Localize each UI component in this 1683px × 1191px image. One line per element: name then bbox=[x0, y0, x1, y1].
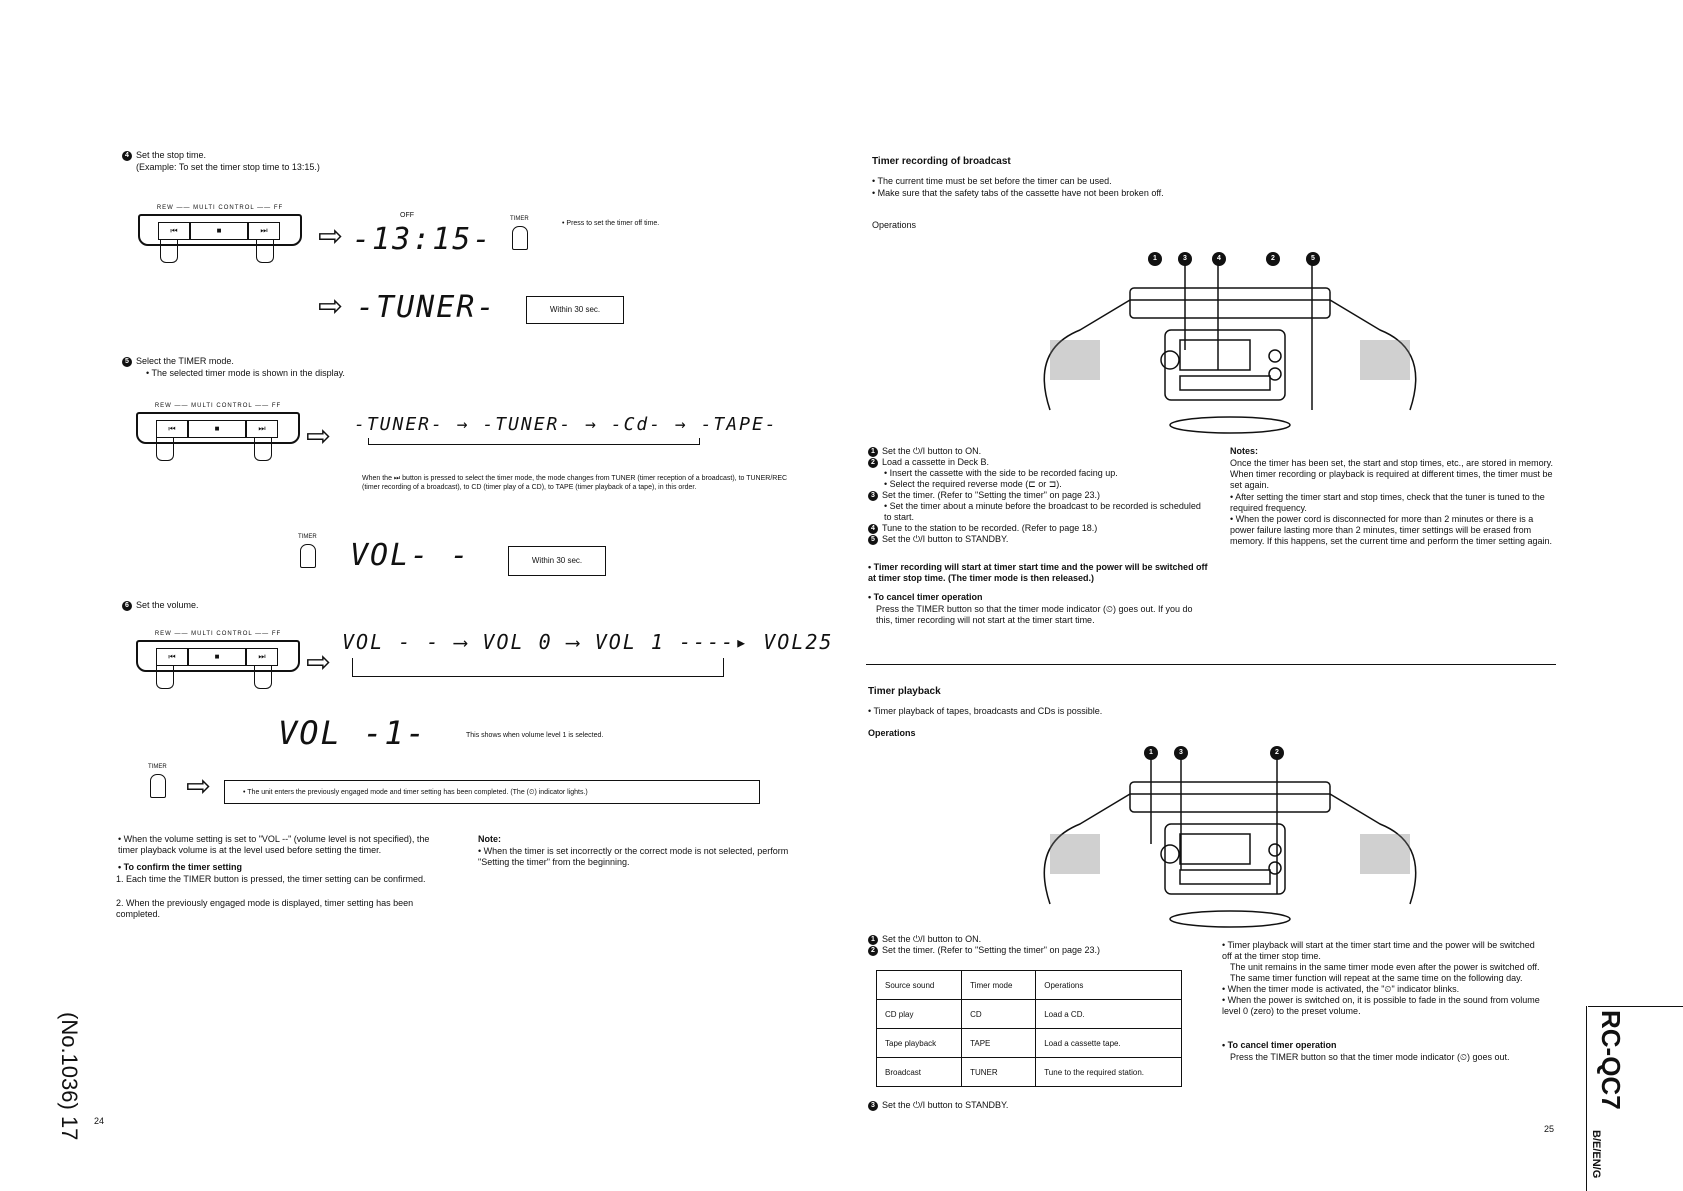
table-cell: CD play bbox=[877, 1000, 962, 1029]
volume-return-line bbox=[352, 658, 724, 677]
stop-button[interactable]: ■ bbox=[188, 648, 246, 666]
model-suffix: B/E/EN/G bbox=[1590, 1130, 1602, 1179]
step2-sub-2: • Select the required reverse mode (⊏ or ⊐). bbox=[884, 479, 1062, 489]
ff-button[interactable]: ⏭ bbox=[248, 222, 280, 240]
step5-standby: Set the ⏻/I button to STANDBY. bbox=[882, 534, 1009, 544]
table-row bbox=[877, 1000, 1182, 1029]
within-30-sec-box: Within 30 sec. bbox=[508, 546, 606, 576]
play-step1: Set the ⏻/I button to ON. bbox=[882, 934, 982, 944]
steps-1: 1 Set the ⏻/I button to ON. 2 Load a cassette in Deck B. • Insert the cassette with the side to be recorded facing up. • Select the required reverse mode (⊏ or ⊐). 3 Set the timer. (Refer to "Setting the timer" on page 23.) • Set the timer about a minute before the broadcast to be recorded is scheduled to start. 4 Tune to the station to be recorded. (Refer to page 18.) 5 Set the ⏻/I button to STANDBY. bbox=[868, 446, 1208, 545]
display-vol: VOL- - bbox=[350, 538, 471, 573]
play-step3-text: Set the ⏻/I button to STANDBY. bbox=[882, 1100, 1009, 1110]
mode-return-line bbox=[368, 438, 700, 445]
rec-bullet-1: • The current time must be set before the timer can be used. bbox=[872, 176, 1112, 186]
finger-icon bbox=[156, 666, 174, 689]
step3-timer: Set the timer. (Refer to "Setting the timer" on page 23.) bbox=[882, 490, 1100, 500]
rec-title: Timer recording of broadcast bbox=[872, 156, 1011, 167]
step4-tune: Tune to the station to be recorded. (Refer to page 18.) bbox=[882, 523, 1098, 533]
table-cell: Tune to the required station. bbox=[1036, 1058, 1182, 1087]
timer-button-icon[interactable] bbox=[150, 774, 166, 798]
table-cell: CD bbox=[962, 1000, 1036, 1029]
table-cell: Load a cassette tape. bbox=[1036, 1029, 1182, 1058]
play-note-4: • When the power is switched on, it is possible to fade in the sound from volume level 0 (zero) to the preset volume. bbox=[1222, 995, 1540, 1016]
timer-mode-table bbox=[876, 970, 1182, 1087]
display-vol1: VOL -1- bbox=[278, 714, 427, 752]
model-divider bbox=[1586, 1006, 1587, 1191]
step2-sub-1: • Insert the cassette with the side to be recorded facing up. bbox=[884, 468, 1118, 478]
steps-2: 1 Set the ⏻/I button to ON. 2 Set the timer. (Refer to "Setting the timer" on page 23.) bbox=[868, 934, 1100, 956]
ff-button[interactable]: ⏭ bbox=[246, 648, 278, 666]
notes-bullet-1: • After setting the timer start and stop times, check that the tuner is tuned to the required frequency. bbox=[1230, 492, 1545, 513]
finger-icon bbox=[256, 240, 274, 263]
confirm-1: 1. Each time the TIMER button is pressed, the timer setting can be confirmed. bbox=[116, 874, 426, 884]
rew-button[interactable]: ⏮ bbox=[156, 648, 188, 666]
ff-button[interactable]: ⏭ bbox=[246, 420, 278, 438]
rec-bullet-2: • Make sure that the safety tabs of the cassette have not been broken off. bbox=[872, 188, 1164, 198]
page-number-right: 25 bbox=[1544, 1124, 1555, 1134]
operations-label-2: Operations bbox=[868, 728, 916, 738]
confirm-2: 2. When the previously engaged mode is displayed, timer setting has been completed. bbox=[116, 898, 414, 919]
finger-icon bbox=[160, 240, 178, 263]
callout-marker: 1 bbox=[1144, 746, 1158, 760]
timer-button-icon[interactable] bbox=[512, 226, 528, 250]
vol-bullet: • When the volume setting is set to "VOL --" (volume level is not specified), the timer playback volume is at the level used before setting the timer. bbox=[118, 834, 430, 855]
finger-icon bbox=[254, 438, 272, 461]
within-30-sec-box: Within 30 sec. bbox=[526, 296, 624, 324]
step5-sub: • The selected timer mode is shown in the display. bbox=[146, 368, 345, 378]
callout-marker: 2 bbox=[1270, 746, 1284, 760]
table-cell: Tape playback bbox=[877, 1029, 962, 1058]
cancel1-title: • To cancel timer operation bbox=[868, 592, 983, 602]
play-bullet-1: • Timer playback of tapes, broadcasts and CDs is possible. bbox=[868, 706, 1103, 716]
model-name: RC-QC7 bbox=[1596, 1010, 1626, 1110]
table-header: Source sound bbox=[877, 971, 962, 1000]
callout-marker: 3 bbox=[1178, 252, 1192, 266]
vol1-note: This shows when volume level 1 is selected. bbox=[466, 732, 604, 739]
step6-heading: 6 Set the volume. bbox=[122, 600, 199, 611]
step1-on: Set the ⏻/I button to ON. bbox=[882, 446, 982, 456]
rew-button[interactable]: ⏮ bbox=[158, 222, 190, 240]
right-arrow-icon: ⇨ bbox=[318, 219, 344, 254]
right-arrow-icon: ⇨ bbox=[306, 419, 332, 454]
rec-start-note: • Timer recording will start at timer start time and the power will be switched off at timer stop time. (The timer mode is then released.) bbox=[868, 562, 1208, 583]
timer-label: TIMER bbox=[510, 216, 529, 222]
display-tuner: -TUNER- bbox=[356, 290, 497, 325]
multi-control-label: REW —— MULTI CONTROL —— FF bbox=[156, 205, 284, 211]
boombox-illustration-2 bbox=[1020, 754, 1440, 929]
step2-load: Load a cassette in Deck B. bbox=[882, 457, 990, 467]
stop-button[interactable]: ■ bbox=[190, 222, 248, 240]
display-time: -13:15- bbox=[352, 222, 493, 257]
timer-button-icon[interactable] bbox=[300, 544, 316, 568]
play-note-2: The unit remains in the same timer mode even after the power is switched off. The same timer function will repeat at the same time on the following day. bbox=[1230, 962, 1540, 983]
multi-control-label: REW —— MULTI CONTROL —— FF bbox=[154, 631, 282, 637]
cancel1-text: Press the TIMER button so that the timer mode indicator (⏲) goes out. If you do this, timer recording will not start at the timer start time. bbox=[876, 604, 1193, 625]
table-header-row bbox=[877, 971, 1182, 1000]
callout-marker: 2 bbox=[1266, 252, 1280, 266]
table-header: Operations bbox=[1036, 971, 1182, 1000]
operations-label-1: Operations bbox=[872, 220, 917, 230]
table-cell: Broadcast bbox=[877, 1058, 962, 1087]
step3-sub: • Set the timer about a minute before the broadcast to be recorded is scheduled to start. bbox=[884, 501, 1201, 522]
press-note: • Press to set the timer off time. bbox=[562, 220, 660, 227]
callout-marker: 3 bbox=[1174, 746, 1188, 760]
notes-bullet-2: • When the power cord is disconnected for more than 2 minutes or there is a power failure lasting more than 2 minutes, timer settings will be erased from memory. If this happens, set the current time and perform the timer setting again. bbox=[1230, 514, 1552, 546]
stop-button[interactable]: ■ bbox=[188, 420, 246, 438]
note-title: Note: bbox=[478, 834, 501, 844]
confirm-title: • To confirm the timer setting bbox=[118, 862, 242, 872]
right-arrow-icon: ⇨ bbox=[306, 645, 332, 680]
multi-control-label: REW —— MULTI CONTROL —— FF bbox=[154, 403, 282, 409]
notes-text: Once the timer has been set, the start and stop times, etc., are stored in memory. When timer recording or playback is required at different times, the timer must be set again. bbox=[1230, 458, 1553, 490]
cancel2-text: Press the TIMER button so that the timer mode indicator (⏲) goes out. bbox=[1230, 1052, 1510, 1062]
timer-label: TIMER bbox=[298, 534, 317, 540]
play-note-3: • When the timer mode is activated, the "⏲" indicator blinks. bbox=[1222, 984, 1460, 994]
cancel2-title: • To cancel timer operation bbox=[1222, 1040, 1337, 1050]
note-text: • When the timer is set incorrectly or the correct mode is not selected, perform "Setting the timer" from the beginning. bbox=[478, 846, 789, 867]
play-step2: Set the timer. (Refer to "Setting the timer" on page 23.) bbox=[882, 945, 1100, 955]
finger-icon bbox=[254, 666, 272, 689]
table-row bbox=[877, 1058, 1182, 1087]
callout-marker: 5 bbox=[1306, 252, 1320, 266]
callout-marker: 4 bbox=[1212, 252, 1226, 266]
table-cell: TAPE bbox=[962, 1029, 1036, 1058]
page-number-left: 24 bbox=[94, 1116, 105, 1126]
section-divider bbox=[866, 664, 1556, 665]
table-row bbox=[877, 1029, 1182, 1058]
notes-title: Notes: bbox=[1230, 446, 1259, 456]
play-step3: 3 Set the ⏻/I button to STANDBY. bbox=[868, 1100, 1008, 1111]
mode-note: When the ⏭ button is pressed to select the timer mode, the mode changes from TUNER (timer reception of a broadcast), to TUNER/REC (timer recording of a broadcast), to CD (timer play of a CD), to TAPE (timer playback of a tape), in this order. bbox=[362, 475, 788, 491]
table-cell: TUNER bbox=[962, 1058, 1036, 1087]
timer-label: TIMER bbox=[148, 764, 167, 770]
callout-marker: 1 bbox=[1148, 252, 1162, 266]
rew-button[interactable]: ⏮ bbox=[156, 420, 188, 438]
volume-sequence: VOL - - ⟶ VOL 0 ⟶ VOL 1 ----▸ VOL25 bbox=[342, 630, 834, 654]
right-arrow-icon: ⇨ bbox=[186, 769, 212, 804]
boombox-illustration-1 bbox=[1020, 260, 1440, 435]
model-divider-top bbox=[1588, 1006, 1683, 1007]
step4-example: (Example: To set the timer stop time to 13:15.) bbox=[136, 162, 320, 172]
play-notes bbox=[1222, 940, 1546, 1017]
play-note-1: • Timer playback will start at the timer start time and the power will be switched off at the timer stop time. bbox=[1222, 940, 1535, 961]
play-title: Timer playback bbox=[868, 686, 941, 697]
off-label: OFF bbox=[400, 212, 414, 219]
complete-note: • The unit enters the previously engaged mode and timer setting has been completed. (The (⏲) indicator lights.) bbox=[224, 780, 760, 804]
side-code: (No.1036) 17 bbox=[57, 1012, 82, 1141]
right-arrow-icon: ⇨ bbox=[318, 289, 344, 324]
step5-heading: 5 Select the TIMER mode. bbox=[122, 356, 234, 367]
table-header: Timer mode bbox=[962, 971, 1036, 1000]
finger-icon bbox=[156, 438, 174, 461]
table-cell: Load a CD. bbox=[1036, 1000, 1182, 1029]
step4-heading: 4 Set the stop time. bbox=[122, 150, 206, 161]
mode-sequence: -TUNER- → -TUNER- → -Cd- → -TAPE- bbox=[354, 414, 778, 435]
